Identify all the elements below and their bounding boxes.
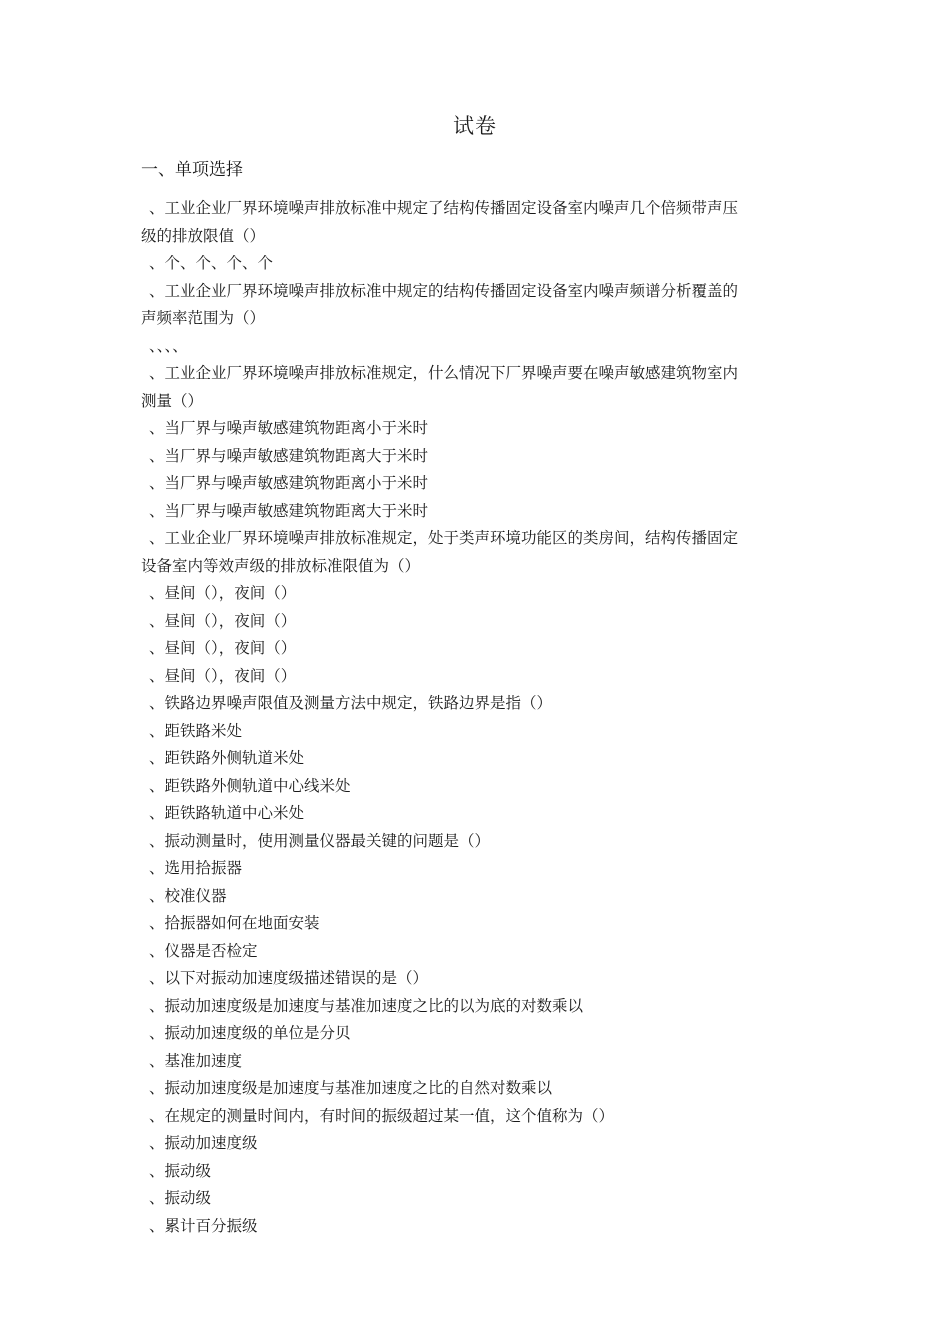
text-line: 、昼间（），夜间（）: [149, 666, 297, 685]
text-line: 、振动级: [149, 1189, 212, 1207]
text-line: 、距铁路米处: [149, 721, 243, 740]
text-line: 、当厂界与噪声敏感建筑物距离小于米时: [149, 419, 429, 437]
text-line: 级的排放限值（）: [141, 226, 266, 245]
text-line: 、昼间（），夜间（）: [149, 611, 297, 630]
text-line: 、在规定的测量时间内，有时间的振级超过某一值，这个值称为（）: [149, 1106, 615, 1125]
document-title: 试卷: [453, 114, 497, 138]
text-line: 、昼间（），夜间（）: [149, 639, 297, 657]
text-line: 、距铁路外侧轨道中心线米处: [149, 776, 351, 795]
text-line: 、距铁路外侧轨道米处: [149, 749, 305, 767]
text-line: 、振动加速度级是加速度与基准加速度之比的自然对数乘以: [149, 1079, 553, 1097]
text-line: 、当厂界与噪声敏感建筑物距离大于米时: [149, 446, 429, 465]
text-line: 、当厂界与噪声敏感建筑物距离小于米时: [149, 474, 429, 492]
text-line: 、工业企业厂界环境噪声排放标准中规定了结构传播固定设备室内噪声几个倍频带声压: [149, 199, 739, 217]
question-list: [141, 195, 809, 1240]
text-line: 、振动测量时，使用测量仪器最关键的问题是（）: [149, 831, 491, 850]
text-line: 、基准加速度: [149, 1051, 243, 1070]
text-line: 设备室内等效声级的排放标准限值为（）: [141, 556, 421, 575]
text-line: 、当厂界与噪声敏感建筑物距离大于米时: [149, 501, 429, 520]
text-line: 、工业企业厂界环境噪声排放标准规定，处于类声环境功能区的类房间，结构传播固定: [149, 529, 739, 547]
text-line: 、振动加速度级是加速度与基准加速度之比的以为底的对数乘以: [149, 996, 584, 1015]
text-line: 、工业企业厂界环境噪声排放标准中规定的结构传播固定设备室内噪声频谱分析覆盖的: [149, 281, 739, 300]
section-heading: 一、单项选择: [141, 160, 243, 180]
text-line: 、校准仪器: [149, 886, 227, 905]
text-line: 、、、、: [149, 336, 188, 355]
text-line: 、仪器是否检定: [149, 941, 258, 960]
text-line: 、累计百分振级: [149, 1216, 258, 1235]
text-line: 、选用拾振器: [149, 859, 243, 877]
text-line: 、个、个、个、个: [149, 254, 274, 272]
text-line: 、以下对振动加速度级描述错误的是（）: [149, 969, 429, 987]
text-line: 、昼间（），夜间（）: [149, 584, 297, 602]
text-line: 、距铁路轨道中心米处: [149, 804, 305, 822]
text-line: 、振动加速度级: [149, 1134, 258, 1152]
text-line: 、铁路边界噪声限值及测量方法中规定，铁路边界是指（）: [149, 694, 553, 712]
text-line: 声频率范围为（）: [141, 309, 266, 327]
text-line: 测量（）: [141, 391, 204, 410]
text-line: 、拾振器如何在地面安装: [149, 914, 320, 932]
text-line: 、振动加速度级的单位是分贝: [149, 1024, 351, 1042]
text-line: 、振动级: [149, 1161, 212, 1180]
text-line: 、工业企业厂界环境噪声排放标准规定，什么情况下厂界噪声要在噪声敏感建筑物室内: [149, 364, 739, 382]
